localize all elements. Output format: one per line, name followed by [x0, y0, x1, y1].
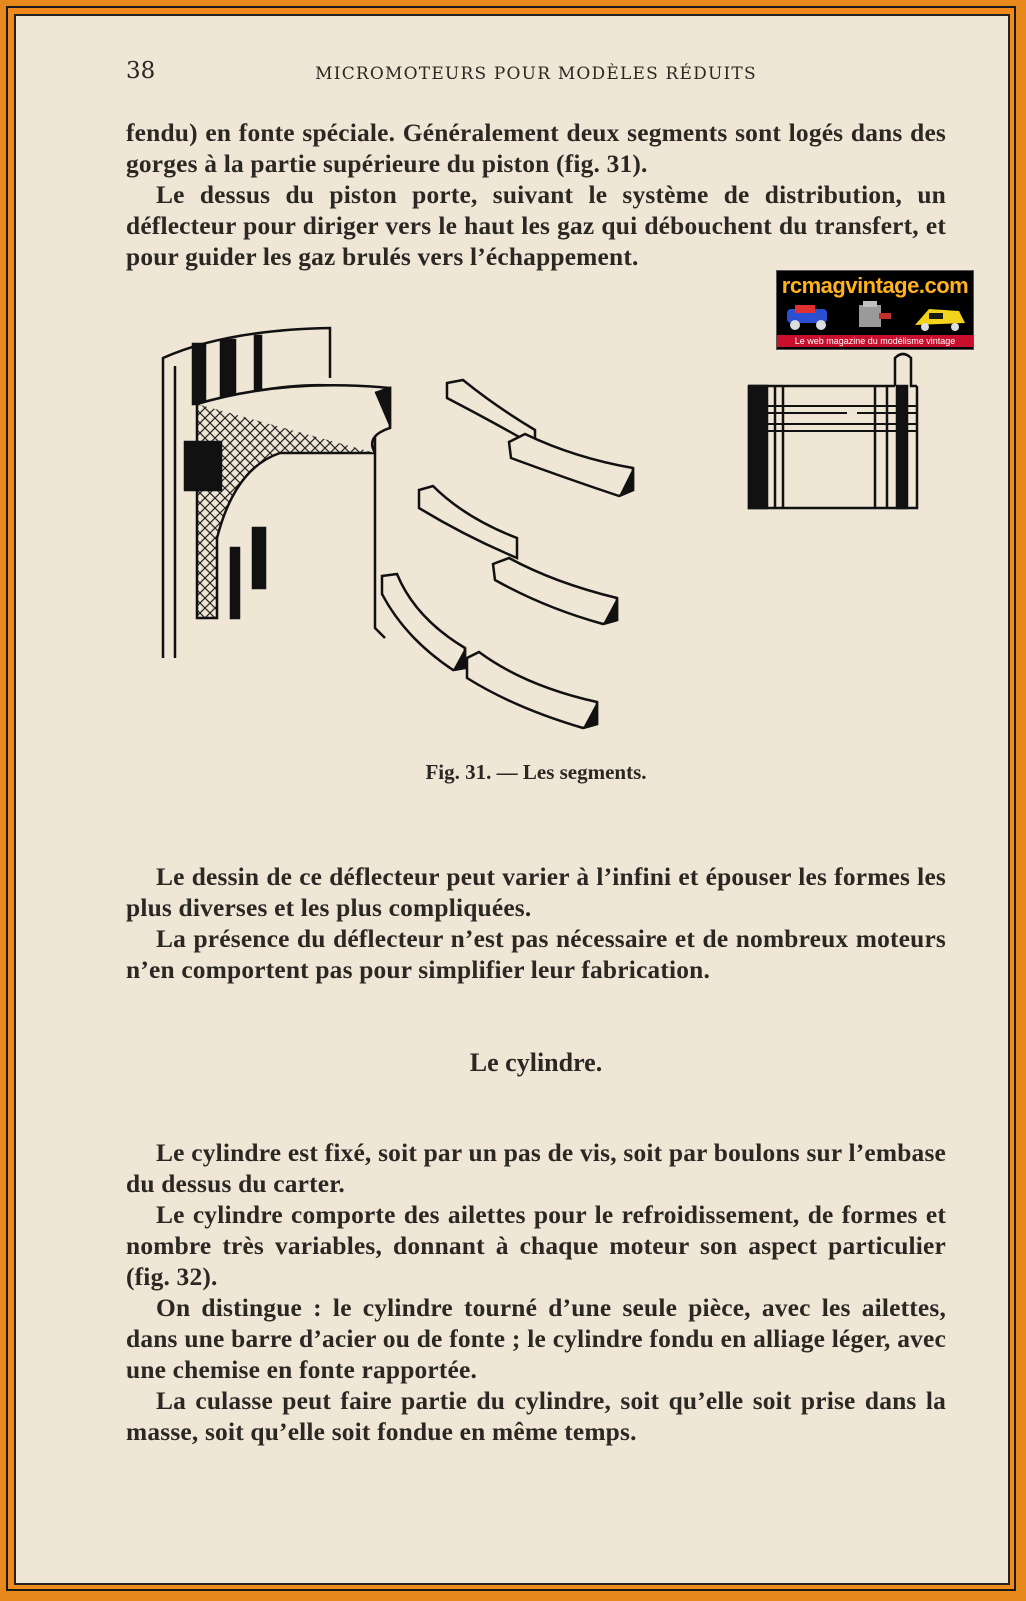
paragraph-continuation: fendu) en fonte spéciale. Généralement deux segments sont logés dans des gorges à la partie supérieure du piston (fig. 31). — [126, 119, 946, 178]
paragraph-deflector-optional: La présence du déflecteur n’est pas nécessaire et de nombreux moteurs n’en comportent pas pour simplifier leur fabrication. — [126, 925, 946, 984]
logo-site-name: rcmagvintage.com — [781, 273, 969, 298]
paragraph-cylinder-types: On distingue : le cylindre tourné d’une seule pièce, avec les ailettes, dans une barre d’acier ou de fonte ; le cylindre fondu en alliage léger, avec une chemise en fonte rapportée. — [126, 1294, 946, 1384]
page-number: 38 — [126, 58, 156, 84]
piston-ring-1 — [447, 380, 633, 496]
paragraph-cylinder-fins: Le cylindre comporte des ailettes pour le refroidissement, de formes et nombre très variables, donnant à chaque moteur son aspect particulier (fig. 32). — [126, 1201, 946, 1291]
paragraph-deflector: Le dessus du piston porte, suivant le système de distribution, un déflecteur pour diriger vers le haut les gaz qui débouchent du transfert, et pour guider les gaz brulés vers l’échappement. — [126, 181, 946, 271]
piston-ring-2 — [419, 486, 617, 624]
running-title: MICROMOTEURS POUR MODÈLES RÉDUITS — [315, 64, 757, 84]
logo-tagline: Le web magazine du modélisme vintage — [777, 335, 973, 347]
paragraph-deflector-design: Le dessin de ce déflecteur peut varier à l’infini et épouser les formes les plus diverses et les plus compliquées. — [126, 863, 946, 922]
piston-side-view — [749, 354, 917, 508]
running-head — [126, 58, 946, 94]
section-title: Le cylindre. — [469, 1048, 603, 1077]
paragraph-cylinder-head: La culasse peut faire partie du cylindre, soit qu’elle soit prise dans la masse, soit qu’elle soit fondue en même temps. — [126, 1387, 946, 1446]
piston-cutaway — [163, 328, 390, 658]
figure-caption: Fig. 31. — Les segments. — [425, 760, 647, 784]
paragraph-cylinder-fixing: Le cylindre est fixé, soit par un pas de vis, soit par boulons sur l’embase du dessus du carter. — [126, 1139, 946, 1198]
piston-rings-figure — [135, 318, 935, 738]
